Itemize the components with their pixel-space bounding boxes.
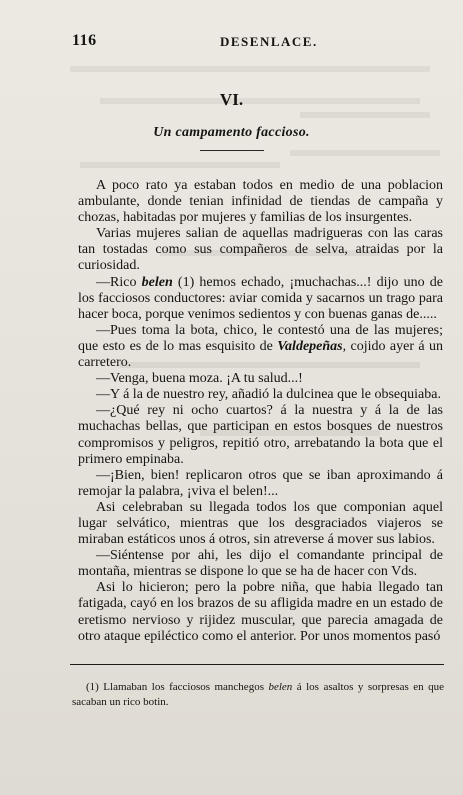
footnote-marker: (1) (86, 681, 99, 693)
italic-word: belen (268, 681, 293, 693)
paragraph: Varias mujeres salian de aquellas madrigueras con las caras tan tostadas como sus compañeros de selva, atraidas por la curiosidad. (78, 226, 443, 274)
paragraph: Asi lo hicieron; pero la pobre niña, que habia llegado tan fatigada, cayó en los brazos de su afligida madre en un estado de eretismo nervioso y rijidez muscular, que parecia amagada de otro ataque epiléctico como el anterior. Por unos momentos pasó (78, 580, 443, 644)
italic-word: belen (141, 274, 173, 290)
page-number: 116 (72, 32, 97, 49)
paragraph: —¡Bien, bien! replicaron otros que se iban aproximando á remojar la palabra, ¡viva el belen!... (78, 467, 443, 499)
paragraph: —Siéntense por ahi, les dijo el comandante principal de montaña, mientras se dispone lo que se ha de hacer con Vds. (78, 548, 443, 580)
paragraph: —Rico belen (1) hemos echado, ¡muchachas...! dijo uno de los facciosos conductores: aviar comida y sacarnos un trago para hacer boca, porque venimos sedientos y con buenas ganas de..... (78, 274, 443, 322)
paragraph: —Y á la de nuestro rey, añadió la dulcinea que le obsequiaba. (96, 387, 441, 403)
chapter-number: VI. (219, 90, 244, 109)
paragraph: A poco rato ya estaban todos en medio de una poblacion ambulante, donde tenian infinidad de tiendas de campaña y chozas, habitadas por mujeres y familias de los insurgentes. (78, 178, 443, 226)
paragraph: Asi celebraban su llegada todos los que componian aquel lugar selvático, mientras que los desgraciados viajeros se miraban estáticos unos á otros, sin atreverse á mover sus labios. (78, 499, 443, 548)
running-title: DESENLACE. (220, 34, 318, 49)
footnote-rule (70, 664, 444, 665)
body-text (78, 178, 443, 645)
italic-word: Valdepeñas (277, 338, 343, 354)
chapter-title: Un campamento faccioso. (153, 125, 310, 140)
running-head (56, 32, 423, 54)
paragraph: —¿Qué rey ni ocho cuartos? á la nuestra y á la de las muchachas bellas, que participan en estos bosques de nuestros compromisos y peligros, repitió otro, arrebatando la bota que el primero empinaba. (78, 403, 443, 467)
chapter-title-rule (200, 150, 264, 151)
paragraph: —Venga, buena moza. ¡A tu salud...! (96, 371, 303, 387)
footnote: (1) Llamaban los facciosos manchegos belen á los asaltos y sorpresas en que sacaban un rico botin. (72, 681, 444, 708)
paragraph: —Pues toma la bota, chico, le contestó una de las mujeres; que esto es de lo mas esquisito de Valdepeñas, cojido ayer á un carretero. (78, 322, 443, 371)
